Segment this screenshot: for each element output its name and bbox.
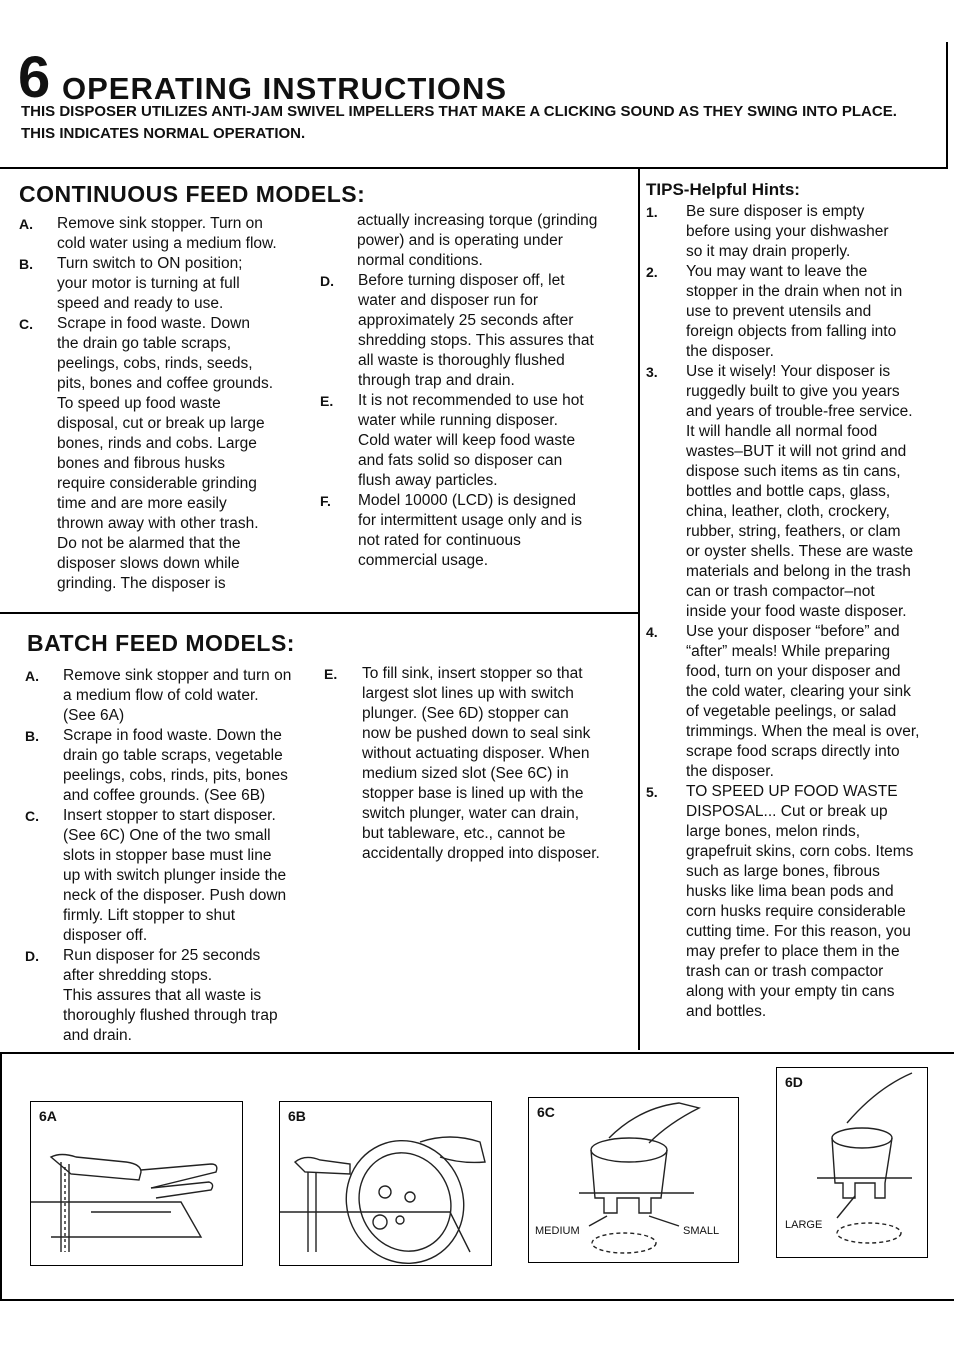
list-text: Model 10000 (LCD) is designed for intermittent usage only and is not rated for continuous commercial usage. — [358, 492, 583, 569]
list-marker: A. — [25, 668, 39, 684]
list-item — [646, 622, 952, 782]
list-text: Use it wisely! Your disposer is ruggedly built to give you years and years of trouble-free service. It will handle all normal food wastes–BUT it will not grind and dispose such items as tin cans, bottles and bottle caps, glass, china, leather, cloth, crockery, rubber, string, feathers, or clam or oyster shells. These are waste materials and belong in the trash can or trash compactor–not inside your food waste disposer. — [686, 363, 914, 620]
caption-medium: MEDIUM — [535, 1225, 580, 1237]
list-marker: C. — [25, 808, 39, 824]
list-marker: 2. — [646, 264, 658, 280]
list-marker: C. — [19, 316, 33, 332]
list-text: Remove sink stopper and turn on a medium flow of cold water. (See 6A) — [63, 667, 292, 724]
text-bottom-rule — [0, 1052, 954, 1054]
left-edge-rule — [0, 1052, 2, 1300]
list-text: TO SPEED UP FOOD WASTE DISPOSAL... Cut or break up large bones, melon rinds, grapefruit skins, corn cobs. Items such as large bones, fibrous husks like lima bean pods and corn husks require considerable cutting time. For this reason, you may prefer to place them in the trash can or trash compactor along with your empty tin cans and bottles. — [686, 783, 914, 1020]
list-marker: 3. — [646, 364, 658, 380]
top-right-rule — [946, 42, 948, 168]
list-item — [19, 254, 319, 314]
list-text: Remove sink stopper. Turn on cold water using a medium flow. — [57, 215, 277, 252]
page-title: OPERATING INSTRUCTIONS — [62, 71, 508, 106]
list-text: Scrape in food waste. Down the drain go table scraps, vegetable peelings, cobs, rinds, pits, bones and coffee grounds. (See 6B) — [63, 727, 288, 804]
batch-list-left — [25, 666, 325, 1046]
list-item — [19, 214, 319, 254]
list-marker: B. — [25, 728, 39, 744]
list-item — [25, 806, 325, 946]
list-text: Run disposer for 25 seconds after shredding stops. This assures that all waste is thoroughly flushed through trap and drain. — [63, 947, 278, 1044]
figure-6b — [279, 1101, 492, 1266]
caption-small: SMALL — [683, 1225, 720, 1237]
list-item — [646, 202, 952, 262]
list-marker: B. — [19, 256, 33, 272]
list-marker: A. — [19, 216, 33, 232]
list-item — [25, 946, 325, 1046]
figure-6d — [776, 1067, 928, 1258]
list-text: To fill sink, insert stopper so that largest slot lines up with switch plunger. (See 6D) stopper can now be pushed down to seal sink without actuating disposer. When medium sized slot (See 6C) in stopper base is lined up with the switch plunger, water can drain, but tableware, etc., cannot be accidentally dropped into disposer. — [362, 665, 600, 862]
list-marker: D. — [25, 948, 39, 964]
list-text: Use your disposer “before” and “after” meals! While preparing food, turn on your disposer and the cold water, clearing your sink of vegetable peelings, or salad trimmings. When the meal is over, scrape food scraps directly into the disposer. — [686, 623, 920, 780]
list-item — [646, 262, 952, 362]
list-marker: 1. — [646, 204, 658, 220]
stopper-medium-small-illustration — [529, 1098, 738, 1262]
figure-label: 6A — [39, 1108, 57, 1124]
tips-column-rule — [638, 168, 640, 1050]
list-text: You may want to leave the stopper in the drain when not in use to prevent utensils and foreign objects from falling into the disposer. — [686, 263, 903, 360]
tips-list — [646, 202, 952, 1022]
plate-scraping-illustration — [280, 1102, 491, 1265]
list-marker: E. — [320, 393, 334, 409]
list-marker: E. — [324, 666, 338, 682]
list-text: Insert stopper to start disposer. (See 6C) One of the two small slots in stopper base must line up with switch plunger inside the neck of the disposer. Push down firmly. Lift stopper to shut disposer off. — [63, 807, 287, 944]
list-item — [324, 664, 636, 864]
list-marker: F. — [320, 493, 331, 509]
list-text: It is not recommended to use hot water while running disposer. Cold water will keep food waste and fats solid so disposer can flush away particles. — [358, 392, 584, 489]
section-number: 6 — [18, 45, 51, 110]
list-marker: 5. — [646, 784, 658, 800]
continuous-continued-text: actually increasing torque (grinding power) and is operating under normal conditions. — [357, 212, 598, 269]
list-item — [320, 491, 635, 571]
figure-label: 6C — [537, 1104, 555, 1120]
header-bottom-rule — [0, 167, 948, 169]
batch-list-right — [324, 664, 636, 864]
figure-6c — [528, 1097, 739, 1263]
figure-label: 6D — [785, 1074, 803, 1090]
list-text: Be sure disposer is empty before using your dishwasher so it may drain properly. — [686, 203, 889, 260]
list-item — [25, 666, 325, 726]
list-item — [25, 726, 325, 806]
figure-label: 6B — [288, 1108, 306, 1124]
page-bottom-rule — [0, 1299, 954, 1301]
faucet-sink-illustration — [31, 1102, 242, 1265]
continuous-bottom-rule — [0, 612, 639, 614]
continuous-heading: CONTINUOUS FEED MODELS: — [19, 181, 366, 207]
list-item — [320, 391, 635, 491]
list-item — [320, 271, 635, 391]
list-item — [19, 314, 319, 594]
tips-heading: TIPS-Helpful Hints: — [646, 180, 800, 199]
continuous-list-right — [320, 271, 635, 571]
list-marker: 4. — [646, 624, 658, 640]
list-text: Before turning disposer off, let water and disposer run for approximately 25 seconds after shredding stops. This assures that all waste is thoroughly flushed through trap and drain. — [358, 272, 594, 389]
list-text: Scrape in food waste. Down the drain go table scraps, peelings, cobs, rinds, seeds, pits, bones and coffee grounds. To speed up food waste disposal, cut or break up large bones, rinds and cobs. Large bones and fibrous husks require considerable grinding time and are more easily thrown away with other trash. Do not be alarmed that the disposer slows down while grinding. The disposer is — [57, 315, 274, 592]
list-item — [646, 782, 952, 1022]
list-marker: D. — [320, 273, 334, 289]
figure-6a — [30, 1101, 243, 1266]
list-item — [646, 362, 952, 622]
page-subtitle: THIS DISPOSER UTILIZES ANTI-JAM SWIVEL IMPELLERS THAT MAKE A CLICKING SOUND AS THEY SWING INTO PLACE. THIS INDICATES NORMAL OPERATION. — [21, 103, 897, 142]
batch-heading: BATCH FEED MODELS: — [27, 630, 295, 656]
list-text: Turn switch to ON position; your motor is turning at full speed and ready to use. — [57, 255, 243, 312]
caption-large: LARGE — [785, 1219, 823, 1231]
continuous-list-left — [19, 214, 319, 594]
